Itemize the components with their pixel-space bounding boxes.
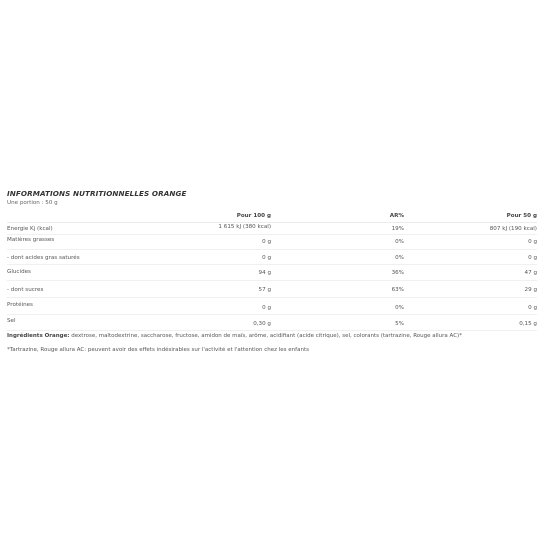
value-per-50g: 47 g: [524, 270, 537, 276]
value-per-50g: 0 g: [528, 255, 537, 261]
header-per-100g: Pour 100 g: [236, 213, 271, 219]
value-per-100g: 0 g: [262, 255, 271, 261]
value-per-100g: 94 g: [258, 270, 271, 276]
table-row-energy: [7, 223, 537, 235]
nutrition-table: [7, 211, 537, 331]
table-row-carbohydrates: [7, 265, 537, 281]
table-row-fat: [7, 235, 537, 250]
value-per-50g: 0,15 g: [519, 321, 537, 327]
value-ar: 19%: [391, 226, 404, 232]
value-ar: 5%: [395, 321, 404, 327]
value-per-100g: 1 615 kJ (380 kcal): [218, 224, 271, 230]
value-per-50g: 29 g: [524, 287, 537, 293]
value-per-100g: 0 g: [262, 305, 271, 311]
table-header-row: [7, 211, 537, 223]
nutrition-panel: [7, 189, 537, 354]
value-per-50g: 0 g: [528, 239, 537, 245]
value-per-50g: 0 g: [528, 305, 537, 311]
portion-size: Une portion : 50 g: [7, 200, 58, 206]
table-row-salt: [7, 315, 537, 331]
table-row-protein: [7, 298, 537, 315]
row-label: Glucides: [7, 269, 31, 275]
table-row-sugars: [7, 281, 537, 298]
value-ar: 0%: [395, 255, 404, 261]
value-ar: 0%: [395, 305, 404, 311]
row-label: Energie Kj (kcal): [7, 226, 53, 232]
row-label: Sel: [7, 318, 16, 324]
row-label: - dont acides gras saturés: [7, 255, 80, 261]
colorant-warning-note: *Tartrazine, Rouge allura AC: peuvent avoir des effets indésirables sur l'activité et l'attention chez les enfants: [7, 347, 309, 353]
value-per-100g: 0,30 g: [253, 321, 271, 327]
value-ar: 36%: [391, 270, 404, 276]
table-row-saturated-fat: [7, 250, 537, 265]
ingredients-label: Ingrédients Orange:: [7, 333, 70, 339]
header-per-50g: Pour 50 g: [506, 213, 537, 219]
row-label: Matières grasses: [7, 237, 55, 243]
value-per-100g: 57 g: [258, 287, 271, 293]
row-label: - dont sucres: [7, 287, 44, 293]
value-ar: 0%: [395, 239, 404, 245]
row-label: Protéines: [7, 302, 33, 308]
value-per-100g: 0 g: [262, 239, 271, 245]
ingredients-text: [7, 332, 537, 340]
value-per-50g: 807 kJ (190 kcal): [489, 226, 537, 232]
value-ar: 63%: [391, 287, 404, 293]
nutrition-title: INFORMATIONS NUTRITIONNELLES ORANGE: [7, 189, 187, 198]
ingredients-list: dextrose, maltodextrine, saccharose, fructose, amidon de maïs, arôme, acidifiant (acide citrique), sel, colorants (tartrazine, Rouge allura AC)*: [69, 333, 462, 339]
header-ar-percent: AR%: [389, 213, 404, 219]
